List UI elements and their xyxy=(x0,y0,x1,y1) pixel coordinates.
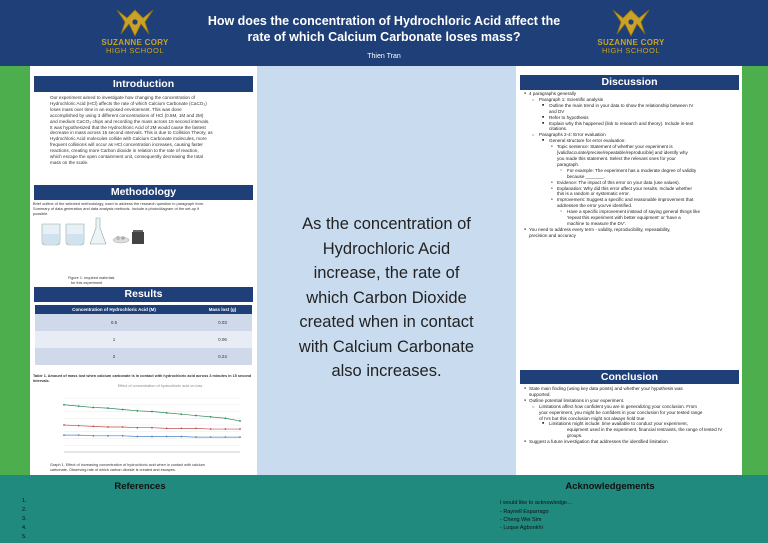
author-name: Thien Tran xyxy=(367,53,401,60)
data-point xyxy=(166,412,168,414)
methodology-heading: Methodology xyxy=(34,185,253,200)
introduction-line: and medium CaCO₃ chips and recording the mass across 15 second intervals. xyxy=(50,118,210,124)
introduction-line: Hydrochloric Acid (HCl) affects the rate of which Calcium Carbonate (CaCO₃) xyxy=(50,100,207,106)
introduction-heading: Introduction xyxy=(34,76,253,92)
statement-line: also increases. xyxy=(331,362,442,380)
results-heading: Results xyxy=(34,287,253,302)
acknowledgement-item xyxy=(500,508,549,516)
table-header-row xyxy=(35,305,252,314)
side-strip-right xyxy=(742,66,768,475)
data-point xyxy=(92,407,94,409)
table-cell: 2 xyxy=(35,348,193,365)
beaker-icon xyxy=(42,224,60,245)
discussion-heading: Discussion xyxy=(520,75,739,90)
statement-line: which Carbon Dioxide xyxy=(306,288,467,307)
data-point xyxy=(78,425,80,427)
introduction-line: Our experiment aimed to investigate how changing the concentration of xyxy=(50,95,196,100)
data-point xyxy=(63,424,65,426)
statement-line: Hydrochloric Acid xyxy=(322,239,451,258)
data-point xyxy=(195,415,197,417)
school-logo-left xyxy=(100,8,170,58)
data-point xyxy=(107,435,109,437)
data-point xyxy=(166,427,168,429)
discussion-bullet: ○ Paragraph 1: Scientific analysis xyxy=(524,97,738,103)
graph-title: Effect of concentration of hydrochloric acid on loss xyxy=(117,384,203,388)
introduction-line: mass on the scale. xyxy=(50,159,89,165)
discussion-bullet: ■ Refer to hypothesis xyxy=(524,115,738,121)
data-point xyxy=(224,428,226,430)
table-header-cell: Mass lost (g) xyxy=(193,305,252,314)
discussion-bullet: [valid/accurate/precise/repeatable/reproducible] and identify why xyxy=(557,150,688,156)
conclusion-bullet: of IVs but this conclusion might not always hold true xyxy=(539,415,645,421)
crest-icon xyxy=(115,8,155,38)
table-cell: 0.06 xyxy=(193,331,252,348)
data-point xyxy=(92,425,94,427)
discussion-bullet: ○ For example: The experiment has a moderate degree of validity xyxy=(524,168,738,174)
conclusion-bullet: ● Outline potential limitations in your experiment. xyxy=(524,398,738,404)
introduction-text xyxy=(50,95,250,166)
data-point xyxy=(78,434,80,436)
dash-bullet: - xyxy=(500,517,504,523)
poster-header xyxy=(0,0,768,66)
table-row xyxy=(35,314,252,331)
data-point xyxy=(195,436,197,438)
methodology-line: possible. xyxy=(33,210,49,216)
side-strip-left xyxy=(0,66,30,475)
conclusion-list xyxy=(524,386,738,445)
right-column xyxy=(516,66,742,475)
reference-item: 1. xyxy=(22,498,27,504)
discussion-bullet: ■ Outline the main trend in your data to show the relationship between IV xyxy=(524,103,738,109)
data-point xyxy=(180,436,182,438)
discussion-bullet: ● Improvement: Suggest a specific and reasonable improvement that xyxy=(524,197,738,203)
data-point xyxy=(78,405,80,407)
data-point xyxy=(122,435,124,437)
data-point xyxy=(63,434,65,436)
references-heading: References xyxy=(114,481,166,492)
introduction-line: It was hypothesized that the Hydrochloric Acid of 2M would cause the fastest xyxy=(50,124,206,130)
data-point xyxy=(180,427,182,429)
left-column xyxy=(30,66,257,475)
logo-name: SUZANNE CORY xyxy=(101,38,169,47)
conclusion-heading: Conclusion xyxy=(520,370,739,384)
dash-bullet: - xyxy=(500,525,504,531)
data-point xyxy=(136,410,138,412)
figure-caption: Figure 1. required materials for this experiment xyxy=(68,276,115,285)
references-list xyxy=(22,497,27,542)
discussion-bullet: ● Explanation: Why did this error affect your results. Include whether xyxy=(524,186,738,192)
data-point xyxy=(151,436,153,438)
series-line-0 xyxy=(64,405,240,421)
line-graph xyxy=(50,394,246,460)
data-point xyxy=(92,435,94,437)
conclusion-bullet: ■ Limitations might include: time available to conduct your experiment, xyxy=(524,421,738,427)
data-point xyxy=(136,427,138,429)
conclusion-bullet: ○ Limitations affect how confident you are in generalizing your conclusion. From xyxy=(524,404,738,410)
table-cell: 0.5 xyxy=(35,314,193,331)
conclusion-bullet: your experiment, you might be confident in your conclusion for your tested range xyxy=(539,409,703,415)
graph-caption: Graph 1. Effect of increasing concentration of hydrochloric acid when in contact with calcium carbonate. Observing rate of which carbon dioxide is created and escapes. xyxy=(50,463,205,472)
statement-line: with Calcium Carbonate xyxy=(298,337,475,356)
introduction-line: loses mass over time in an exposed environment. This was done xyxy=(50,106,182,112)
statement-line: increase, the rate of xyxy=(313,264,460,282)
data-point xyxy=(107,407,109,409)
data-point xyxy=(180,413,182,415)
discussion-bullet: you made this statement. Select the relevant ones for your xyxy=(557,155,676,161)
reference-item: 2. xyxy=(22,507,27,513)
conclusion-bullet: equipment used in the experiment, financial restraints, the range of tested IV xyxy=(567,427,723,433)
balance-scale-icon xyxy=(132,230,144,244)
table-cell: 1 xyxy=(35,331,193,348)
methodology-line: Summary of data generation and data analysis methods. Include a photo/diagram of the set-up if xyxy=(33,205,200,211)
discussion-bullet: addresses the error you've identified. xyxy=(557,203,633,209)
table-cell: 0.24 xyxy=(193,348,252,365)
data-point xyxy=(195,427,197,429)
discussion-bullet: precision and accuracy xyxy=(529,232,576,238)
acknowledgement-name: Raynell Esparrago xyxy=(503,509,549,515)
reference-item: 3. xyxy=(22,516,27,522)
discussion-bullet: this is a random or systematic error. xyxy=(557,191,630,197)
discussion-bullet: 'repeat this experiment with better equipment' or 'have a xyxy=(567,215,681,221)
data-point xyxy=(210,428,212,430)
discussion-bullet: paragraph. xyxy=(557,161,580,167)
data-point xyxy=(122,409,124,411)
materials-figure xyxy=(36,214,146,254)
discussion-bullet: ● Evidence: The impact of this error on your data (use values). xyxy=(524,180,738,186)
discussion-bullet: ● Topic sentence: Statement of whether your experiment is xyxy=(524,144,738,150)
data-point xyxy=(224,436,226,438)
reference-item: 5. xyxy=(22,534,27,540)
logo-subtitle: HIGH SCHOOL xyxy=(601,46,660,55)
data-point xyxy=(239,420,241,422)
acknowledgements-intro: I would like to acknowledge… xyxy=(500,500,573,506)
statement-line: created when in contact xyxy=(299,313,474,331)
acknowledgement-name: Cheng Wei Sim xyxy=(503,517,542,523)
table-row xyxy=(35,348,252,365)
data-point xyxy=(166,436,168,438)
acknowledgements-heading: Acknowledgements xyxy=(565,481,655,492)
introduction-line: accomplished by using 3 different concentrations of HCl (0.5M, 1M and 2M) xyxy=(50,112,204,118)
data-point xyxy=(239,436,241,438)
logo-subtitle: HIGH SCHOOL xyxy=(105,46,164,55)
calcium-carbonate-chips-icon xyxy=(113,236,129,243)
introduction-line: Hydrochloric Acid molecules collide with Calcium Carbonate molecules, more xyxy=(50,136,207,142)
introduction-line: frequent collisions will occur as HCl concentration increases, causing faster xyxy=(50,142,203,148)
data-point xyxy=(151,427,153,429)
data-point xyxy=(122,426,124,428)
discussion-bullet: ○ Paragraphs 2-4: Error evaluation xyxy=(524,132,738,138)
flask-icon xyxy=(90,218,106,244)
data-point xyxy=(224,417,226,419)
introduction-line: which escape the open containment unit, consequently decreasing the total xyxy=(50,154,203,160)
data-point xyxy=(151,411,153,413)
results-table xyxy=(35,305,252,365)
acknowledgement-item xyxy=(500,524,549,532)
table-cell: 0.03 xyxy=(193,314,252,331)
dash-bullet: - xyxy=(500,509,504,515)
data-point xyxy=(210,436,212,438)
methodology-line: Brief outline of the selected methodology, used to address the research question in paragraph form. xyxy=(33,201,205,206)
discussion-bullet: ■ Explain why this happened (link to research and theory). Include in-text xyxy=(524,121,738,127)
data-point xyxy=(63,404,65,406)
acknowledgement-name: Luque Agbonkhi xyxy=(503,525,543,531)
table-row xyxy=(35,331,252,348)
reference-item: 4. xyxy=(22,525,27,531)
discussion-bullet: ■ General structure for error evaluation: xyxy=(524,138,738,144)
discussion-bullet: because _______. xyxy=(567,173,605,179)
data-point xyxy=(210,416,212,418)
discussion-bullet: ○ Have a specific improvement instead of saying general things like xyxy=(524,209,738,215)
beaker-icon xyxy=(66,224,84,245)
data-point xyxy=(107,426,109,428)
acknowledgement-item xyxy=(500,516,549,524)
discussion-bullet: citations. xyxy=(549,126,568,132)
discussion-bullet: and DV xyxy=(549,108,565,114)
acknowledgements-list xyxy=(500,508,549,532)
crest-icon xyxy=(611,8,651,38)
key-finding-statement xyxy=(267,212,506,384)
discussion-bullet: machine to measure the DV'. xyxy=(567,220,627,226)
statement-line: As the concentration of xyxy=(302,215,471,233)
discussion-list xyxy=(524,91,738,239)
conclusion-bullet: ● State main finding (using key data points) and whether your hypothesis was xyxy=(524,386,738,392)
poster-title: How does the concentration of Hydrochloric Acid affect the rate of which Calcium Carbonate loses mass? xyxy=(207,14,561,44)
conclusion-bullet: groups. xyxy=(567,433,583,439)
data-point xyxy=(136,436,138,438)
data-point xyxy=(239,428,241,430)
introduction-line: decrease in mass across 15 second intervals. This is due to Collision Theory, as xyxy=(50,130,213,136)
conclusion-bullet: supported. xyxy=(529,391,551,397)
introduction-line: reactions, creating more Carbon dioxide in relation to the rate of reaction, xyxy=(50,148,199,154)
table-caption: Table 1. Amount of mass lost when calcium carbonate is in contact with hydrochloric acid across 3 minutes in 15 second intervals. xyxy=(33,374,252,383)
center-column xyxy=(257,66,516,475)
discussion-bullet: ● You need to address every term - validity, reproducibility, repeatability, xyxy=(524,227,738,233)
discussion-bullet: ● 4 paragraphs generally xyxy=(524,91,738,97)
logo-name: SUZANNE CORY xyxy=(597,38,665,47)
conclusion-bullet: ● Suggest a future investigation that addresses the identified limitation xyxy=(524,439,738,445)
school-logo-right xyxy=(596,8,666,58)
table-header-cell: Concentration of Hydrochloric Acid (M) xyxy=(35,305,193,314)
